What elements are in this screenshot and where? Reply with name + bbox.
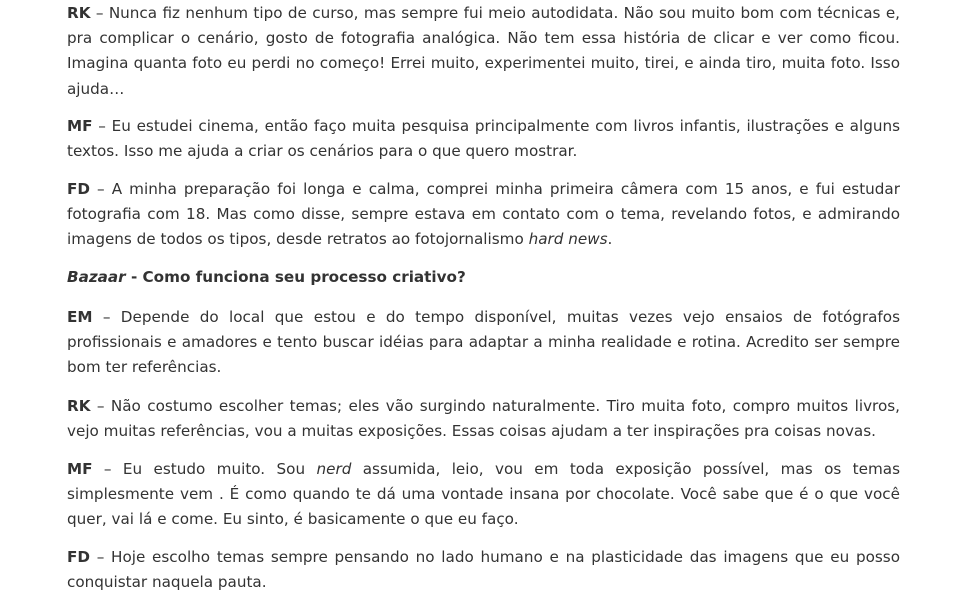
interview-question: [67, 265, 900, 290]
speaker-initials: MF: [67, 117, 93, 135]
answer-paragraph-mf-2: [67, 457, 900, 533]
answer-text: – Hoje escolho temas sempre pensando no lado humano e na plasticidade das imagens que eu posso conquistar naquela pauta.: [67, 548, 900, 592]
speaker-initials: MF: [67, 460, 93, 478]
answer-paragraph-fd-2: [67, 545, 900, 595]
answer-paragraph-fd-1: [67, 177, 900, 253]
answer-paragraph-rk-1: [67, 1, 900, 102]
question-text: - Como funciona seu processo criativo?: [125, 268, 466, 286]
answer-text: – Eu estudo muito. Sou: [92, 460, 317, 478]
emphasized-term: hard news: [528, 230, 608, 249]
answer-paragraph-em-2: [67, 305, 900, 381]
speaker-initials: RK: [67, 397, 91, 415]
answer-text: – Eu estudei cinema, então faço muita pesquisa principalmente com livros infantis, ilustrações e alguns textos. Isso me ajuda a criar os cenários para o que quero mostrar.: [67, 117, 900, 161]
answer-text: – Não costumo escolher temas; eles vão surgindo naturalmente. Tiro muita foto, compro muitos livros, vejo muitas referências, vou a muitas exposições. Essas coisas ajudam a ter inspirações pra coisas novas.: [67, 397, 900, 441]
answer-paragraph-rk-2: [67, 394, 900, 444]
answer-text: – A minha preparação foi longa e calma, comprei minha primeira câmera com 15 anos, e fui estudar fotografia com 18. Mas como disse, sempre estava em contato com o tema, revelando fotos, e admirando imagens de todos os tipos, desde retratos ao fotojornalismo: [67, 180, 900, 249]
magazine-name: Bazaar: [67, 268, 126, 286]
emphasized-term: nerd: [316, 460, 352, 478]
answer-text-end: assumida, leio, vou em toda exposição possível, mas os temas simplesmente vem . É como quando te dá uma vontade insana por chocolate. Você sabe que é o que você quer, vai lá e come. Eu sinto, é basicamente o que eu faço.: [67, 460, 900, 529]
speaker-initials: FD: [67, 180, 90, 198]
answer-text: – Nunca fiz nenhum tipo de curso, mas sempre fui meio autodidata. Não sou muito bom com técnicas e, pra complicar o cenário, gosto de fotografia analógica. Não tem essa história de clicar e ver como ficou. Imagina quanta foto eu perdi no começo! Errei muito, experimentei muito, tirei, e ainda tiro, muita foto. Isso ajuda…: [67, 4, 900, 98]
speaker-initials: RK: [67, 4, 91, 22]
answer-text: – Depende do local que estou e do tempo disponível, muitas vezes vejo ensaios de fotógrafos profissionais e amadores e tento buscar idéias para adaptar a minha realidade e rotina. Acredito ser sempre bom ter referências.: [67, 308, 900, 377]
speaker-initials: FD: [67, 548, 90, 566]
speaker-initials: EM: [67, 308, 93, 326]
answer-text-end: .: [607, 230, 613, 249]
answer-paragraph-mf-1: [67, 114, 900, 164]
